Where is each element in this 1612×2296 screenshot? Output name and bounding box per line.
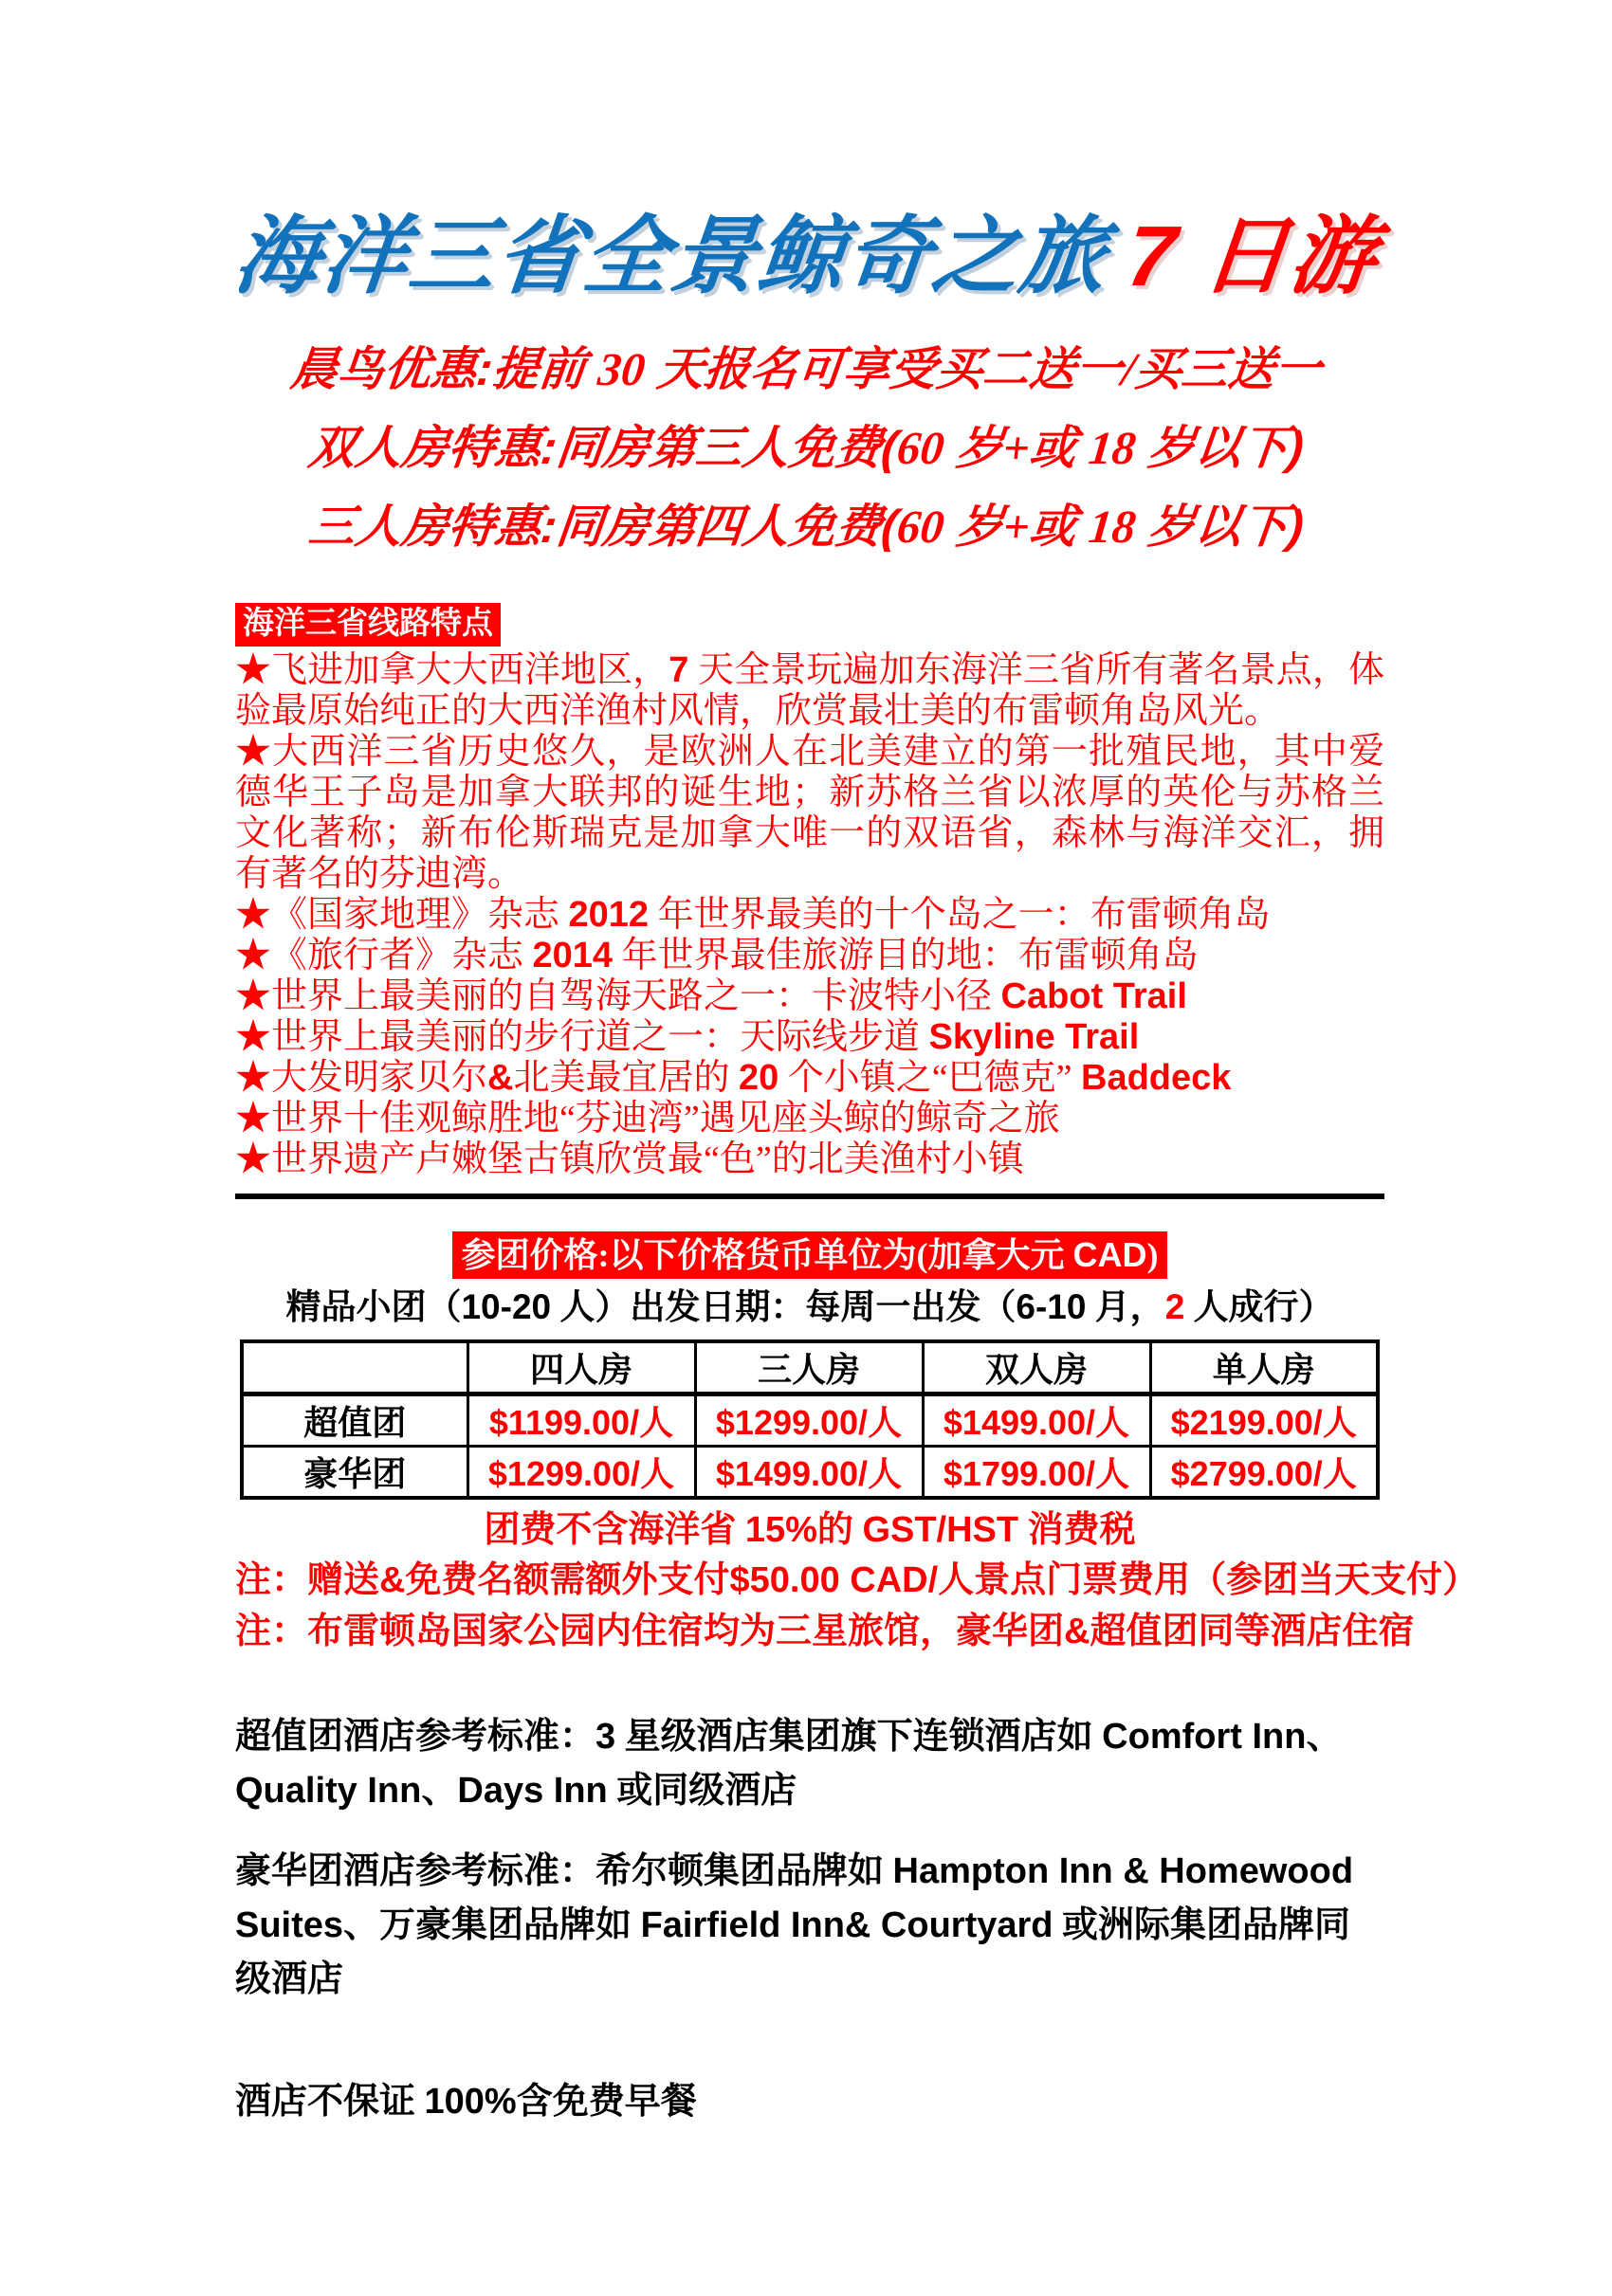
latin-text: $1299.00/ <box>715 1402 869 1442</box>
content-column <box>235 554 1479 2130</box>
latin-text: 2014 <box>532 936 614 976</box>
latin-text: $2799.00/ <box>1170 1453 1323 1493</box>
price-value: $2199.00/人 <box>1150 1394 1378 1446</box>
price-table-header-cell: 三人房 <box>695 1341 923 1394</box>
features-heading: 海洋三省线路特点 <box>235 603 501 647</box>
latin-text: & <box>379 1560 406 1601</box>
promo-lines <box>0 344 1612 554</box>
price-value: $2799.00/人 <box>1150 1446 1378 1498</box>
price-table-row <box>242 1446 1378 1498</box>
feature-item: ★世界遗产卢嫩堡古镇欣赏最“色”的北美渔村小镇 <box>235 1139 1024 1180</box>
tour-tier-label: 超值团 <box>242 1394 467 1446</box>
price-value: $1299.00/人 <box>467 1446 695 1498</box>
latin-text: Baddeck <box>1081 1058 1232 1099</box>
title-main: 海洋三省全景鲸奇之旅 <box>229 210 1112 304</box>
feature-item: ★世界上最美丽的自驾海天路之一：卡波特小径 Cabot Trail <box>235 976 1187 1017</box>
latin-text: CAD <box>1072 1235 1147 1275</box>
promo-line: 双人房特惠:同房第三人免费(60 岁+或 18 岁以下) <box>305 421 1307 474</box>
title-days: 7 日游 <box>1123 210 1383 304</box>
price-value: $1799.00/人 <box>923 1446 1150 1498</box>
feature-item: ★大西洋三省历史悠久，是欧洲人在北美建立的第一批殖民地，其中爱德华王子岛是加拿大联邦的诞生地；新苏格兰省以浓厚的英伦与苏格兰文化著称；新布伦斯瑞克是加拿大唯一的双语省，森林与海洋交汇，拥有著名的芬迪湾。 <box>235 732 1384 895</box>
hotel-info <box>235 1710 1384 2129</box>
price-value: $1299.00/人 <box>695 1394 923 1446</box>
hotel-paragraph: 超值团酒店参考标准：3 星级酒店集团旗下连锁酒店如 Comfort Inn、Quality Inn、Days Inn 或同级酒店 <box>235 1717 1343 1812</box>
features-list <box>235 650 1384 1180</box>
latin-text: / <box>1119 343 1139 395</box>
price-table <box>240 1339 1380 1500</box>
latin-text: 60 <box>894 421 947 474</box>
latin-text: Cabot Trail <box>1000 976 1187 1017</box>
price-value: $1499.00/人 <box>695 1446 923 1498</box>
latin-text: Skyline Trail <box>928 1017 1140 1058</box>
price-value: $1199.00/人 <box>467 1394 695 1446</box>
pricing-subtitle <box>235 1286 1384 1329</box>
latin-text: + <box>1000 421 1033 474</box>
latin-text: 20 <box>738 1058 779 1099</box>
latin-text: 60 <box>894 500 947 553</box>
flyer-page <box>0 210 1612 2296</box>
latin-text: $1499.00/ <box>715 1453 869 1493</box>
feature-item: ★《旅行者》杂志 2014 年世界最佳旅游目的地：布雷顿角岛 <box>235 936 1199 976</box>
latin-text: $1499.00/ <box>943 1402 1096 1442</box>
latin-text: $50.00 CAD/ <box>729 1560 939 1601</box>
pricing-banner: 参团价格:以下价格货币单位为(加拿大元 CAD) <box>452 1231 1168 1279</box>
hotel-paragraph: 酒店不保证 100%含免费早餐 <box>235 2082 697 2123</box>
latin-text: $2199.00/ <box>1170 1402 1323 1442</box>
promo-line: 三人房特惠:同房第四人免费(60 岁+或 18 岁以下) <box>305 500 1307 553</box>
price-table-row <box>242 1394 1378 1446</box>
feature-item: ★《国家地理》杂志 2012 年世界最美的十个岛之一：布雷顿角岛 <box>235 895 1271 936</box>
latin-text: Comfort Inn <box>1102 1717 1307 1758</box>
latin-text: Quality Inn <box>235 1771 422 1812</box>
price-table-header-cell: 双人房 <box>923 1341 1150 1394</box>
subtitle-highlight <box>1165 1288 1185 1327</box>
latin-text: 6-10 <box>1016 1287 1087 1327</box>
latin-text: 2012 <box>568 895 650 936</box>
pricing-note: 团费不含海洋省 15%的 GST/HST 消费税 <box>484 1509 1136 1550</box>
price-table-header-cell <box>242 1341 467 1394</box>
page-title <box>0 210 1612 304</box>
latin-text: 15% <box>744 1509 817 1550</box>
latin-text: 7 <box>669 650 689 691</box>
latin-text: 10-20 <box>461 1287 552 1327</box>
latin-text: & <box>487 1058 514 1099</box>
latin-text: GST/HST <box>862 1509 1019 1550</box>
latin-text: $1299.00/ <box>487 1453 641 1493</box>
latin-text: Hampton Inn & Homewood Suites <box>235 1851 1354 1946</box>
latin-text: 18 <box>1086 500 1139 553</box>
latin-text: $1199.00/ <box>488 1402 640 1442</box>
price-table-header-cell: 单人房 <box>1150 1341 1378 1394</box>
feature-item: ★飞进加拿大大西洋地区，7 天全景玩遍加东海洋三省所有著名景点，体验最原始纯正的大西洋渔村风情，欣赏最壮美的布雷顿角岛风光。 <box>235 650 1384 732</box>
latin-text: 2 <box>1164 1287 1185 1327</box>
latin-text: 18 <box>1086 421 1139 474</box>
pricing-notes <box>235 1509 1479 1654</box>
pricing-note: 注：布雷顿岛国家公园内住宿均为三星旅馆，豪华团&超值团同等酒店住宿 <box>235 1611 1415 1651</box>
price-table-header-cell: 四人房 <box>467 1341 695 1394</box>
pricing-banner-wrap <box>235 1231 1384 1279</box>
promo-line: 晨鸟优惠:提前 30 天报名可享受买二送一/买三送一 <box>288 343 1324 395</box>
section-divider <box>235 1194 1384 1199</box>
latin-text: + <box>1000 500 1033 553</box>
latin-text: & <box>1064 1611 1090 1651</box>
price-value: $1499.00/人 <box>923 1394 1150 1446</box>
latin-text: Days Inn <box>457 1771 608 1812</box>
latin-text: 30 <box>595 343 648 395</box>
subtitle-text: 人成行） <box>1184 1288 1334 1328</box>
price-table-header-row <box>242 1341 1378 1394</box>
hotel-paragraph: 豪华团酒店参考标准：希尔顿集团品牌如 Hampton Inn & Homewood Suites、万豪集团品牌如 Fairfield Inn& Courtyard 或洲际集团品牌同级酒店 <box>235 1851 1354 2000</box>
latin-text: $1799.00/ <box>943 1453 1096 1493</box>
latin-text: 3 <box>595 1717 616 1758</box>
latin-text: 100% <box>424 2082 517 2123</box>
subtitle-text: 精品小团（10-20 人）出发日期：每周一出发（6-10 月， <box>285 1287 1165 1328</box>
latin-text: Fairfield Inn& Courtyard <box>640 1905 1053 1946</box>
pricing-note: 注：赠送&免费名额需额外支付$50.00 CAD/人景点门票费用（参团当天支付） <box>235 1560 1479 1601</box>
feature-item: ★世界十佳观鲸胜地“芬迪湾”遇见座头鲸的鲸奇之旅 <box>235 1099 1060 1139</box>
tour-tier-label: 豪华团 <box>242 1446 467 1498</box>
feature-item: ★大发明家贝尔&北美最宜居的 20 个小镇之“巴德克” Baddeck <box>235 1058 1232 1099</box>
feature-item: ★世界上最美丽的步行道之一：天际线步道 Skyline Trail <box>235 1017 1140 1058</box>
